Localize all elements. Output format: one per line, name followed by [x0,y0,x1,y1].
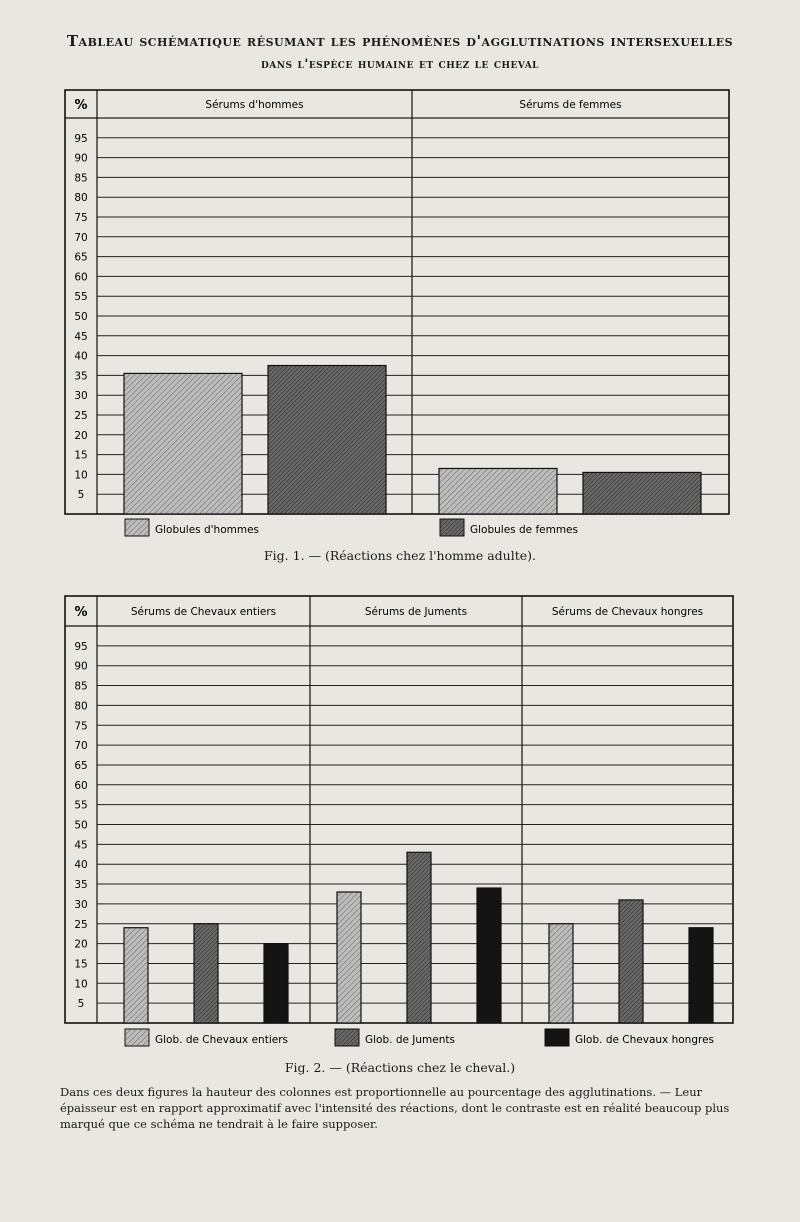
bar [264,944,288,1023]
y-tick-label: 55 [74,799,88,812]
legend-label: Glob. de Chevaux entiers [155,1034,288,1046]
y-tick-label: 35 [74,370,88,383]
y-tick-label: 80 [74,700,88,713]
group-header: Sérums de Chevaux hongres [551,606,704,618]
y-tick-label: 40 [74,350,88,363]
group-header: Sérums d'hommes [205,99,304,111]
y-tick-label: 95 [74,640,88,653]
legend-swatch [335,1029,359,1046]
y-tick-label: 5 [77,489,85,502]
y-tick-label: 15 [74,449,88,462]
y-tick-label: 10 [74,469,88,482]
bar [194,924,218,1023]
legend-label: Globules d'hommes [155,524,260,536]
y-tick-label: 60 [74,271,88,284]
bar [407,852,431,1023]
figure-2-caption: Fig. 2. — (Réactions chez le cheval.) [284,1060,516,1075]
bar [268,366,386,515]
bar [583,472,701,514]
chart-human [65,90,729,536]
page-subtitle: dans l'espèce humaine et chez le cheval [260,57,540,72]
y-tick-label: 30 [74,898,88,911]
unit-label: % [74,605,88,620]
y-tick-label: 90 [74,660,88,673]
bar [477,888,501,1023]
y-tick-label: 15 [74,958,88,971]
y-tick-label: 75 [74,720,88,733]
y-tick-label: 85 [74,680,88,693]
group-header: Sérums de Chevaux entiers [130,606,277,618]
page-title: Tableau schématique résumant les phénomènes d'agglutinations intersexuelles [66,32,734,50]
bar [124,928,148,1023]
legend-swatch [125,519,149,536]
y-tick-label: 65 [74,759,88,772]
legend-swatch [125,1029,149,1046]
legend-label: Glob. de Chevaux hongres [575,1034,714,1046]
y-tick-label: 75 [74,212,88,224]
y-tick-label: 20 [74,429,88,442]
bar [439,468,557,514]
y-tick-label: 25 [74,918,88,931]
y-tick-label: 25 [74,410,88,422]
y-tick-label: 20 [74,938,88,951]
y-tick-label: 45 [74,839,88,852]
y-tick-label: 35 [74,879,88,892]
legend-swatch [545,1029,569,1046]
y-tick-label: 5 [77,998,85,1011]
y-tick-label: 90 [74,152,88,165]
y-tick-label: 65 [74,251,88,264]
chart-horse [65,596,733,1046]
bar [689,928,713,1023]
group-header: Sérums de femmes [519,99,622,111]
footnote: Dans ces deux figures la hauteur des colonnes est proportionnelle au pourcentage des agglutinations. — Leur épaisseur est en rapport approximatif avec l'intensité des réactions, dont le contraste est en réalité beaucoup plus marqué que ce schéma ne tendrait à le faire supposer. [60,1085,730,1131]
bar [124,373,242,514]
group-header: Sérums de Juments [364,606,468,618]
y-tick-label: 30 [74,390,88,403]
legend-label: Glob. de Juments [365,1034,455,1046]
bar [549,924,573,1023]
legend-swatch [440,519,464,536]
figure-1-caption: Fig. 1. — (Réactions chez l'homme adulte). [264,548,536,563]
y-tick-label: 50 [74,311,88,323]
y-tick-label: 45 [74,330,88,343]
bar [619,900,643,1023]
bar [337,892,361,1023]
y-tick-label: 95 [74,132,88,145]
y-tick-label: 60 [74,779,88,792]
y-tick-label: 70 [74,740,88,753]
y-tick-label: 80 [74,192,88,205]
y-tick-label: 50 [74,819,88,832]
y-tick-label: 70 [74,231,88,244]
y-tick-label: 85 [74,172,88,185]
unit-label: % [74,98,88,113]
y-tick-label: 10 [74,978,88,991]
y-tick-label: 55 [74,291,88,304]
y-tick-label: 40 [74,859,88,872]
legend-label: Globules de femmes [470,524,578,536]
